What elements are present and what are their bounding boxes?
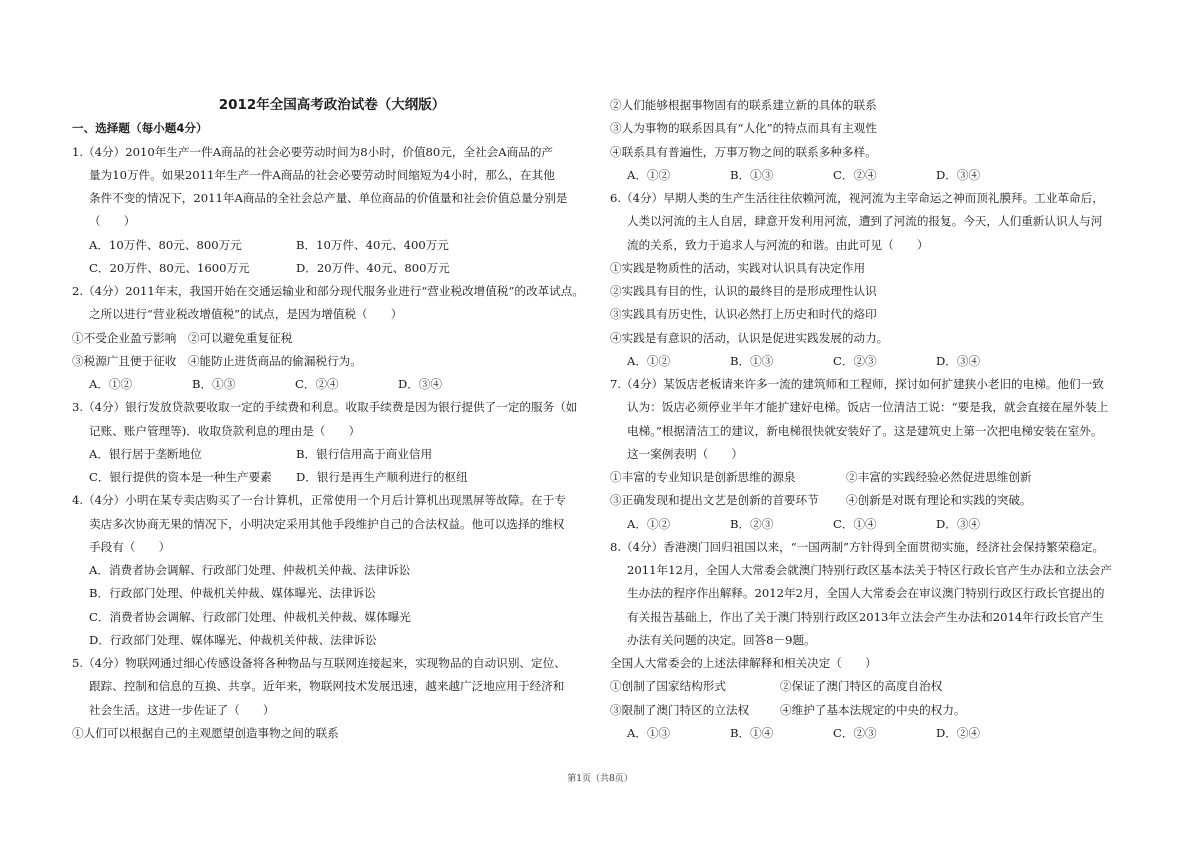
statement-item: ①不受企业盈亏影响 ②可以避免重复征税 <box>72 330 293 345</box>
left-column <box>72 94 592 745</box>
question-6 <box>610 187 1135 373</box>
option-a: A．消费者协会调解、行政部门处理、仲裁机关仲裁、法律诉讼 <box>89 563 411 577</box>
option-a: A．①② <box>627 516 671 531</box>
statement-pair <box>610 466 1135 489</box>
question-text: 8.（4分）香港澳门回归祖国以来，“一国两制”方针得到全面贯彻实施，经济社会保持繁荣稳定。 <box>610 539 1105 554</box>
option-c: C．②③ <box>833 725 877 740</box>
question-text: 跟踪、控制和信息的互换、共享。近年来，物联网技术发展迅速，越来越广泛地应用于经济和 <box>89 679 565 694</box>
option-d: D．银行是再生产顺利进行的枢纽 <box>296 470 468 484</box>
statement-item: ④联系具有普遍性，万事万物之间的联系多种多样。 <box>610 144 877 159</box>
option-b: B．10万件、40元、400万元 <box>296 237 449 252</box>
option-c: C．20万件、80元、1600万元 <box>89 260 250 275</box>
section-heading: 一、选择题（每小题4分） <box>72 121 208 136</box>
question-3 <box>72 396 592 489</box>
question-text: 条件不变的情况下，2011年A商品的全社会总产量、单位商品的价值量和社会价值总量分别是 <box>89 191 568 205</box>
option-d: D．20万件、40元、800万元 <box>296 260 450 275</box>
answer-options <box>72 257 592 280</box>
statement-item: ④实践是有意识的活动，认识是促进实践发展的动力。 <box>610 330 889 345</box>
right-column <box>610 94 1135 745</box>
question-text: 之所以进行“营业税改增值税”的试点，是因为增值税（ ） <box>89 307 403 322</box>
question-text: 2.（4分）2011年末，我国开始在交通运输业和部分现代服务业进行“营业税改增值税”的改革试点。 <box>72 284 584 298</box>
option-c: C．①④ <box>833 516 877 531</box>
question-4 <box>72 489 592 652</box>
answer-options <box>610 164 1135 187</box>
option-d: D．行政部门处理、媒体曝光、仲裁机关仲裁、法律诉讼 <box>89 632 377 647</box>
answer-options <box>72 234 592 257</box>
statement-item: ②保证了澳门特区的高度自治权 <box>780 679 943 694</box>
option-c: C．银行提供的资本是一种生产要素 <box>89 470 272 484</box>
question-text: 2011年12月，全国人大常委会就澳门特别行政区基本法关于特区行政长官产生办法和立法会产 <box>627 563 1112 577</box>
question-text: 6.（4分）早期人类的生产生活往往依赖河流，视河流为主宰命运之神而顶礼膜拜。工业革命后， <box>610 191 1104 205</box>
option-a: A．①② <box>89 377 133 391</box>
option-c: C．消费者协会调解、行政部门处理、仲裁机关仲裁、媒体曝光 <box>89 609 411 624</box>
question-text: 3.（4分）银行发放贷款要收取一定的手续费和利息。收取手续费是因为银行提供了一定的服务（如 <box>72 400 578 415</box>
statement-item: ④维护了基本法规定的中央的权力。 <box>780 702 966 717</box>
option-d: D．③④ <box>936 516 981 531</box>
statement-item: ③实践具有历史性，认识必然打上历史和时代的烙印 <box>610 307 877 322</box>
option-b: B．①③ <box>730 353 774 368</box>
question-stem: 全国人大常委会的上述法律解释和相关决定（ ） <box>610 656 877 670</box>
page-footer: 第1页（共8页） <box>567 774 633 784</box>
option-a: A．①② <box>627 167 671 182</box>
question-text: 办法有关问题的决定。回答8－9题。 <box>627 632 816 647</box>
question-text: 4.（4分）小明在某专卖店购买了一台计算机，正常使用一个月后计算机出现黑屏等故障。在于专 <box>72 493 566 508</box>
statement-item: ①实践是物质性的活动，实践对认识具有决定作用 <box>610 260 866 275</box>
question-text: 人类以河流的主人自居，肆意开发利用河流，遭到了河流的报复。今天，人们重新认识人与河 <box>627 214 1103 229</box>
answer-options <box>610 722 1135 745</box>
question-text: 流的关系，致力于追求人与河流的和谐。由此可见（ ） <box>627 237 929 252</box>
option-c: C．②④ <box>833 167 877 182</box>
option-c: C．②③ <box>833 353 877 368</box>
statement-item: ②丰富的实践经验必然促进思维创新 <box>846 470 1032 484</box>
question-text: 有关报告基础上，作出了关于澳门特别行政区2013年立法会产生办法和2014年行政长官产生 <box>627 609 1104 624</box>
question-text: 量为10万件。如果2011年生产一件A商品的社会必要劳动时间缩短为4小时，那么，在其他 <box>89 167 555 182</box>
option-b: B．①④ <box>730 725 774 740</box>
question-text: 手段有（ ） <box>89 539 171 554</box>
statement-item: ①人们可以根据自己的主观愿望创造事物之间的联系 <box>72 725 339 740</box>
question-text: 7.（4分）某饭店老板请来许多一流的建筑师和工程师，探讨如何扩建狭小老旧的电梯。他们一致 <box>610 377 1104 391</box>
option-d: D．③④ <box>936 353 981 368</box>
option-b: B．②③ <box>730 516 774 531</box>
option-a: A．①③ <box>627 725 671 740</box>
answer-options <box>72 373 592 396</box>
statement-pair <box>610 699 1135 722</box>
statement-item: ①创制了国家结构形式 <box>610 679 726 694</box>
option-d: D．③④ <box>398 377 443 391</box>
statement-item: ①丰富的专业知识是创新思维的源泉 <box>610 470 796 484</box>
statement-pair <box>610 489 1135 512</box>
statement-item: ②人们能够根据事物固有的联系建立新的具体的联系 <box>610 98 877 112</box>
question-text: 卖店多次协商无果的情况下，小明决定采用其他手段维护自己的合法权益。他可以选择的维权 <box>89 516 565 531</box>
question-text: 认为：饭店必须停业半年才能扩建好电梯。饭店一位清洁工说：“要是我，就会直接在屋外装上 <box>627 400 1109 415</box>
answer-options <box>72 443 592 466</box>
question-text: 记账、账户管理等)．收取贷款利息的理由是（ ） <box>89 423 361 438</box>
page-title: 2012年全国高考政治试卷（大纲版） <box>218 97 446 113</box>
question-7 <box>610 373 1135 536</box>
option-d: D．②④ <box>936 725 981 740</box>
option-b: B．①③ <box>730 167 774 182</box>
answer-options <box>610 350 1135 373</box>
question-text: 5.（4分）物联网通过细心传感设备将各种物品与互联网连接起来，实现物品的自动识别、定位、 <box>72 656 566 670</box>
question-text: 这一案例表明（ ） <box>627 446 743 461</box>
statement-item: ③税源广且便于征收 ④能防止进货商品的偷漏税行为。 <box>72 353 362 368</box>
question-text: 生办法的程序作出解释。2012年2月，全国人大常委会在审议澳门特别行政区行政长官提出的 <box>627 586 1105 601</box>
option-b: B．行政部门处理、仲裁机关仲裁、媒体曝光、法律诉讼 <box>89 586 376 601</box>
option-b: B．①③ <box>192 377 236 391</box>
option-a: A．银行居于垄断地位 <box>89 446 202 461</box>
option-a: A．10万件、80元、800万元 <box>89 237 242 252</box>
question-8 <box>610 536 1135 745</box>
option-a: A．①② <box>627 353 671 368</box>
question-text: 电梯。”根据清洁工的建议，新电梯很快就安装好了。这是建筑史上第一次把电梯安装在室外。 <box>627 423 1103 438</box>
option-b: B．银行信用高于商业信用 <box>296 446 433 461</box>
question-text: （ ） <box>89 214 136 229</box>
answer-options <box>610 513 1135 536</box>
statement-item: ③人为事物的联系因具有“人化”的特点而具有主观性 <box>610 121 877 136</box>
question-text: 社会生活。这进一步佐证了（ ） <box>89 702 275 717</box>
answer-options <box>72 466 592 489</box>
option-d: D．③④ <box>936 167 981 182</box>
option-c: C．②④ <box>295 377 339 391</box>
statement-item: ③正确发现和提出文艺是创新的首要环节 <box>610 493 819 508</box>
question-1 <box>72 141 592 281</box>
statement-item: ②实践具有目的性，认识的最终目的是形成理性认识 <box>610 284 877 298</box>
question-2 <box>72 280 592 396</box>
statement-item: ③限制了澳门特区的立法权 <box>610 702 750 717</box>
question-5-continued <box>610 94 1135 187</box>
statement-item: ④创新是对既有理论和实践的突破。 <box>846 493 1032 508</box>
question-text: 1.（4分）2010年生产一件A商品的社会必要劳动时间为8小时，价值80元，全社会A商品的产 <box>72 144 554 159</box>
question-5 <box>72 652 592 745</box>
statement-pair <box>610 675 1135 698</box>
